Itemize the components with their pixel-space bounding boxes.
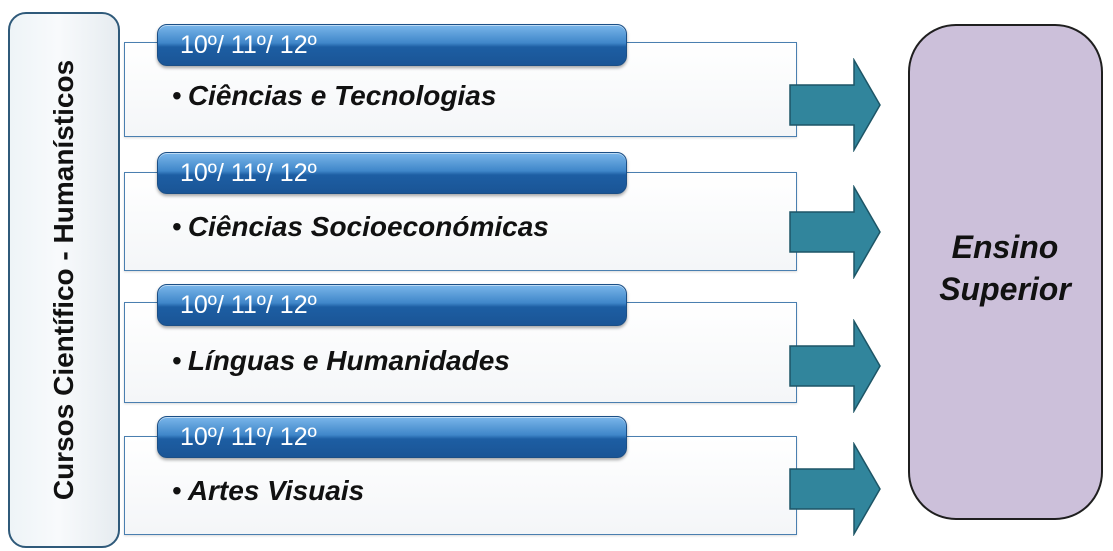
grade-badge-2: 10º/ 11º/ 12º [157, 152, 627, 194]
arrow-icon-2 [788, 185, 883, 279]
category-label: Cursos Científico - Humanísticos [48, 59, 79, 501]
course-name-1: Ciências e Tecnologias [187, 80, 497, 111]
arrow-icon-4 [788, 442, 883, 536]
course-name-2: Ciências Socioeconómicas [187, 211, 549, 242]
course-item-1 [172, 80, 496, 112]
grade-badge-4: 10º/ 11º/ 12º [157, 416, 627, 458]
course-name-4: Artes Visuais [187, 475, 365, 506]
arrow-icon-3 [788, 319, 883, 413]
course-item-2 [172, 211, 549, 243]
arrow-icon-1 [788, 58, 883, 152]
target-label [939, 226, 1071, 310]
grade-badge-3: 10º/ 11º/ 12º [157, 284, 627, 326]
target-label-line1: Ensino [951, 229, 1059, 265]
target-label-line2: Superior [939, 271, 1071, 307]
course-item-3 [172, 345, 510, 377]
course-item-4 [172, 475, 364, 507]
grade-badge-1: 10º/ 11º/ 12º [157, 24, 627, 66]
course-name-3: Línguas e Humanidades [187, 345, 510, 376]
bullet-4: • [172, 475, 182, 506]
bullet-1: • [172, 80, 182, 111]
bullet-3: • [172, 345, 182, 376]
bullet-2: • [172, 211, 182, 242]
